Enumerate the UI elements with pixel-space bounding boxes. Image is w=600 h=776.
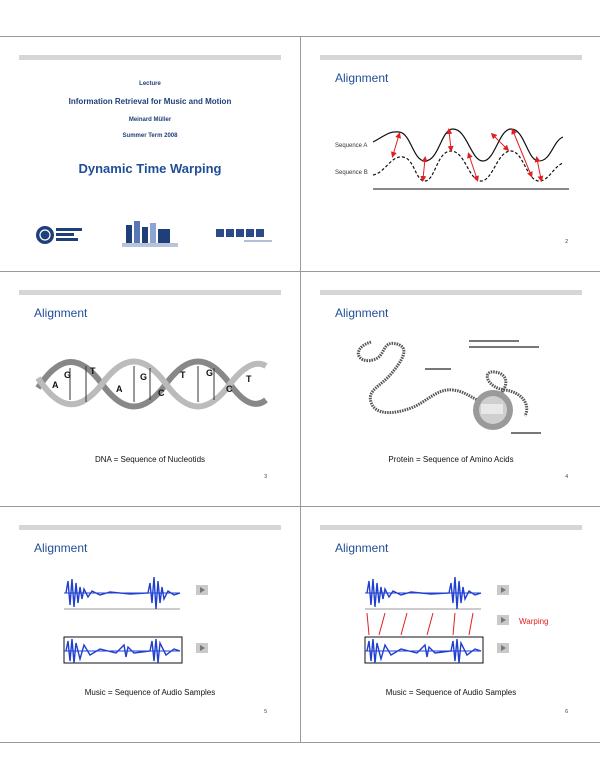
warping-label: Warping [519, 617, 549, 626]
svg-text:T: T [90, 366, 96, 376]
audio-waveforms-warped [301, 573, 600, 673]
svg-text:C: C [158, 388, 165, 398]
svg-text:T: T [246, 374, 252, 384]
sequence-b-curve [373, 151, 563, 181]
waveform-top [64, 577, 180, 609]
slide-title: Alignment [335, 306, 389, 320]
header-bar [320, 290, 582, 295]
header-bar [19, 525, 281, 530]
slide-5 [0, 507, 300, 741]
slide-title: Alignment [335, 71, 389, 85]
waveform-top [365, 577, 481, 609]
course-title: Information Retrieval for Music and Motion [68, 97, 232, 106]
protein-chain-image [341, 330, 571, 440]
slide-3 [0, 272, 300, 506]
page-number: 4 [565, 474, 568, 480]
author-name: Meinard Müller [128, 117, 172, 123]
sequence-a-curve [373, 129, 563, 161]
header-bar [19, 290, 281, 295]
svg-text:A: A [52, 380, 59, 390]
play-icon[interactable] [497, 615, 509, 625]
logos [0, 219, 300, 259]
slide-title: Alignment [335, 541, 389, 555]
header-bar [19, 55, 281, 60]
waveform-bottom [64, 637, 182, 663]
header-bar [320, 55, 582, 60]
slide-caption: DNA = Sequence of Nucleotids [94, 455, 206, 464]
play-icon[interactable] [196, 643, 208, 653]
page-number: 6 [565, 709, 568, 715]
header-bar [320, 525, 582, 530]
term-label: Summer Term 2008 [122, 133, 178, 139]
sequence-a-label: Sequence A [335, 143, 368, 149]
svg-text:G: G [206, 368, 214, 378]
slide-main-title: Dynamic Time Warping [78, 161, 222, 176]
warping-arrows [367, 613, 473, 635]
svg-text:G: G [140, 372, 148, 382]
slide-caption: Protein = Sequence of Amino Acids [388, 455, 514, 464]
sequence-b-label: Sequence B [335, 170, 368, 176]
slide-title: Alignment [34, 541, 88, 555]
dna-helix-image [30, 348, 270, 418]
play-icon[interactable] [497, 585, 509, 595]
slide-caption: Music = Sequence of Audio Samples [385, 688, 517, 697]
svg-text:G: G [64, 370, 72, 380]
slide-title: Alignment [34, 306, 88, 320]
slide-caption: Music = Sequence of Audio Samples [84, 688, 216, 697]
slide-6 [301, 507, 600, 741]
slide-1 [0, 37, 300, 271]
audio-waveforms [0, 573, 300, 673]
mpi-logo [122, 221, 178, 247]
waveform-bottom [365, 637, 483, 663]
svg-text:A: A [116, 384, 123, 394]
page-number: 5 [264, 709, 267, 715]
lecture-label: Lecture [139, 81, 161, 87]
slide-4 [301, 272, 600, 506]
page-number: 3 [264, 474, 267, 480]
slide-2 [301, 37, 600, 271]
sequence-alignment-figure [301, 117, 600, 217]
mpi-informatik-logo [216, 229, 272, 241]
university-logo [36, 226, 82, 244]
svg-text:C: C [226, 384, 233, 394]
svg-text:T: T [180, 370, 186, 380]
play-icon[interactable] [497, 643, 509, 653]
page-number: 2 [565, 239, 568, 245]
play-icon[interactable] [196, 585, 208, 595]
